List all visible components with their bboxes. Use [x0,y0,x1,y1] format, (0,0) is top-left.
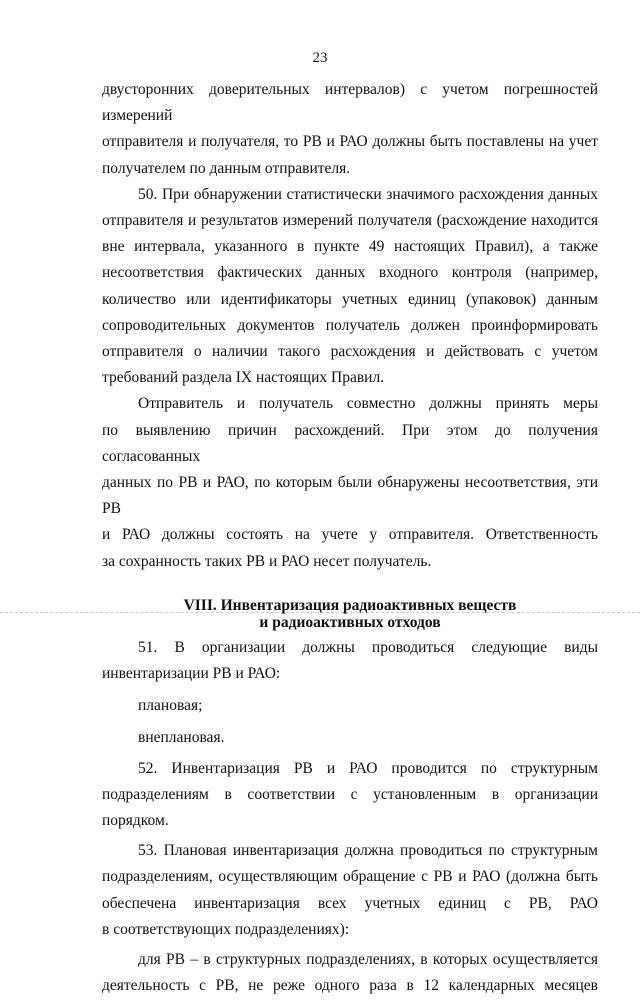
section-heading-line-1: VIII. Инвентаризация радиоактивных веществ [183,596,517,614]
paragraph-sender-line: данных по РВ и РАО, по которым были обнаружены несоответствия, эти РВ [102,474,598,518]
paragraph-sender-line: Отправитель и получатель совместно должны принять меры [138,395,598,413]
page-number: 23 [312,50,328,66]
paragraph-53-line: подразделениям, осуществляющим обращение с РВ и РАО (должна быть [102,868,598,886]
paragraph-52-line: 52. Инвентаризация РВ и РАО проводится по структурным [138,759,598,777]
paragraph-sender-line: по выявлению причин расхождений. При этом до получения согласованных [102,421,598,465]
text-line: двусторонних доверительных интервалов) с учетом погрешностей измерений [102,81,598,125]
paragraph-51-line: инвентаризации РВ и РАО: [102,665,281,683]
text-line: отправителя и получателя, то РВ и РАО должны быть поставлены на учет [102,133,598,151]
paragraph-50-line: требований раздела IX настоящих Правил. [102,369,385,387]
paragraph-rv-line: для РВ – в структурных подразделениях, в которых осуществляется [138,951,598,969]
paragraph-50-line: несоответствия фактических данных входного контроля (например, [102,264,598,282]
paragraph-50-line: отправителя и результатов измерений получателя (расхождение находится [102,212,598,230]
paragraph-sender-line: за сохранность таких РВ и РАО несет получатель. [102,552,432,570]
paragraph-53-line: обеспечена инвентаризация всех учетных единиц с РВ, РАО [102,894,598,912]
document-body [102,77,598,1000]
section-heading-line-2: и радиоактивных отходов [259,613,441,631]
paragraph-sender-line: и РАО должны состоять на учете у отправителя. Ответственность [102,526,598,544]
text-line: получателем по данным отправителя. [102,159,351,177]
paragraph-50-line: количество или идентификаторы учетных единиц (упаковок) данным [102,290,598,308]
list-item: внеплановая. [138,729,225,747]
paragraph-53-line: 53. Плановая инвентаризация должна проводиться по структурным [138,842,598,860]
paragraph-50-line: отправителя о наличии такого расхождения и действовать с учетом [102,343,598,361]
paragraph-rv-line: деятельность с РВ, не реже одного раза в 12 календарных месяцев [102,977,598,995]
paragraph-50-line: вне интервала, указанного в пункте 49 настоящих Правил), а также [102,238,598,256]
list-item: плановая; [138,697,203,715]
paragraph-52-line: подразделениям в соответствии с установленным в организации порядком. [102,785,598,830]
section-heading [102,597,598,631]
paragraph-51-line: 51. В организации должны проводиться следующие виды [138,638,598,656]
paragraph-50-line: сопроводительных документов получатель должен проинформировать [102,316,598,334]
paragraph-50-line: 50. При обнаружении статистически значимого расхождения данных [138,185,598,203]
paragraph-53-line: в соответствующих подразделениях): [102,920,350,938]
